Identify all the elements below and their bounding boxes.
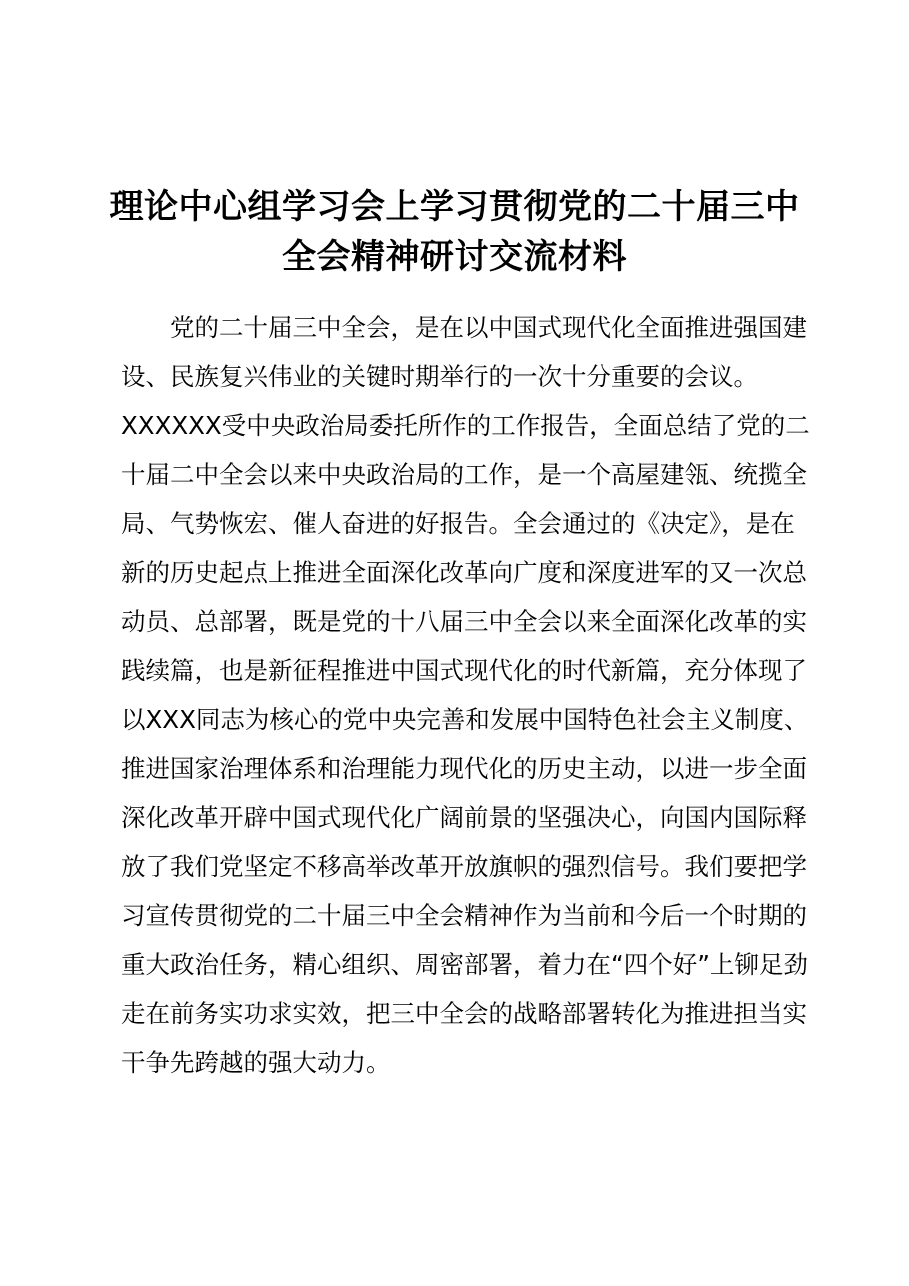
body-line: 动员、总部署，既是党的十八届三中全会以来全面深化改革的实 — [121, 607, 807, 636]
body-line: 十届二中全会以来中央政治局的工作，是一个高屋建瓴、统揽全 — [121, 460, 807, 489]
body-line: 干争先跨越的强大动力。 — [121, 1048, 391, 1077]
body-line: XXXXXX受中央政治局委托所作的工作报告，全面总结了党的二 — [121, 411, 810, 440]
body-line: 重大政治任务，精心组织、周密部署，着力在“四个好”上铆足劲 — [121, 950, 808, 979]
document-title — [90, 182, 819, 282]
body-line: 践续篇，也是新征程推进中国式现代化的时代新篇，充分体现了 — [121, 656, 807, 685]
body-line: 设、民族复兴伟业的关键时期举行的一次十分重要的会议。 — [121, 362, 758, 391]
body-line: 党的二十届三中全会，是在以中国式现代化全面推进强国建 — [170, 313, 807, 342]
body-line: 局、气势恢宏、催人奋进的好报告。全会通过的《决定》，是在 — [121, 509, 795, 538]
body-line: 新的历史起点上推进全面深化改革向广度和深度进军的又一次总 — [121, 558, 807, 587]
title-line-1: 理论中心组学习会上学习贯彻党的二十届三中 — [109, 187, 800, 227]
title-line-2: 全会精神研讨交流材料 — [282, 237, 627, 277]
body-line: 走在前务实功求实效，把三中全会的战略部署转化为推进担当实 — [121, 999, 807, 1028]
body-line: 推进国家治理体系和治理能力现代化的历史主动，以进一步全面 — [121, 754, 807, 783]
body-line: 习宣传贯彻党的二十届三中全会精神作为当前和今后一个时期的 — [121, 901, 807, 930]
body-line: 以XXX同志为核心的党中央完善和发展中国特色社会主义制度、 — [121, 705, 809, 734]
body-line: 放了我们党坚定不移高举改革开放旗帜的强烈信号。我们要把学 — [121, 852, 807, 881]
body-line: 深化改革开辟中国式现代化广阔前景的坚强决心，向国内国际释 — [121, 803, 807, 832]
body-paragraph — [121, 303, 810, 1087]
